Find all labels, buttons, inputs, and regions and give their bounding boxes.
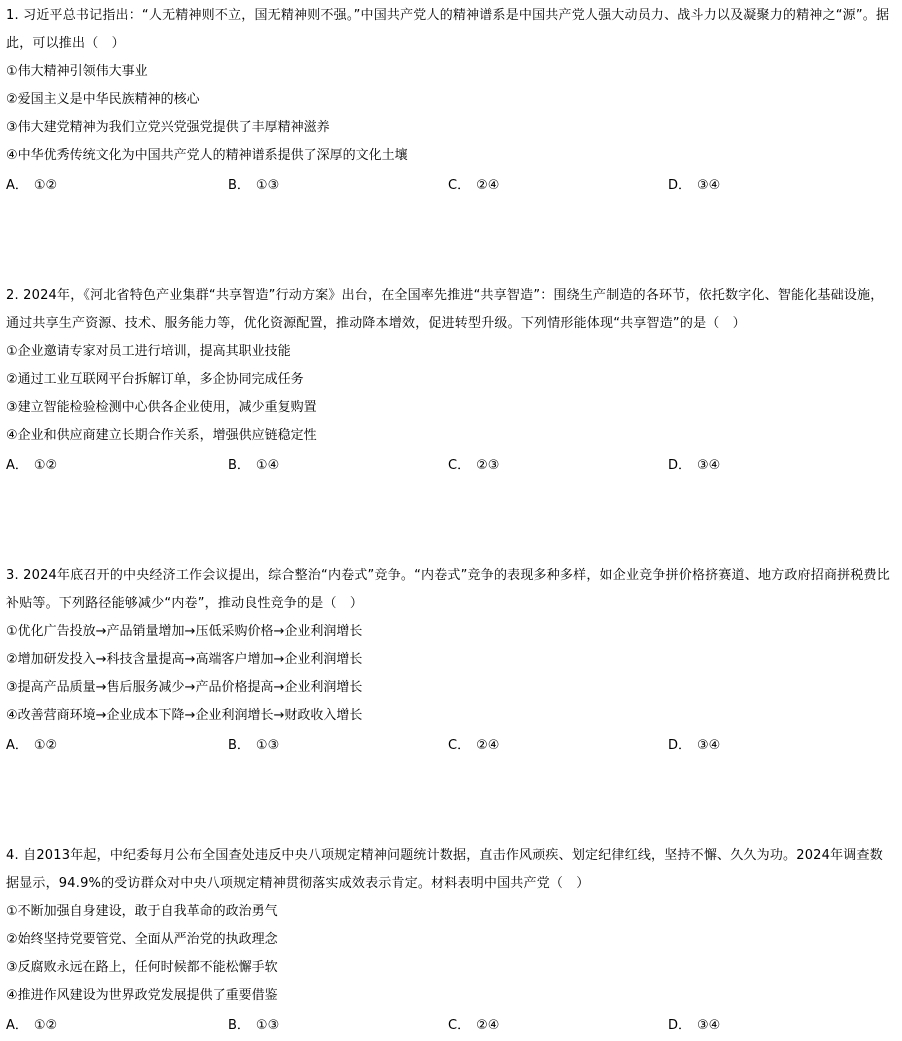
choice-text: ①② <box>33 1018 58 1033</box>
choice-letter: C． <box>448 178 471 193</box>
statement-1: ①伟大精神引领伟大事业 <box>6 64 148 79</box>
choice-a[interactable] <box>6 452 57 480</box>
statement-2: ②增加研发投入→科技含量提高→高端客户增加→企业利润增长 <box>6 652 363 667</box>
choice-text: ②④ <box>476 178 500 193</box>
choice-text: ③④ <box>697 458 721 473</box>
choice-letter: B． <box>228 1018 250 1033</box>
question-stem: 3. 2024年底召开的中央经济工作会议提出，综合整治“内卷式”竞争。“内卷式”竞争的表现多种多样，如企业竞争拼价格挤赛道、地方政府招商拼税费比补贴等。下列路径能够减少“内卷”，推动良性竞争的是（ ） <box>6 568 890 611</box>
choice-text: ①② <box>33 458 58 473</box>
choice-a[interactable] <box>6 732 57 760</box>
statement-4: ④推进作风建设为世界政党发展提供了重要借鉴 <box>6 988 278 1003</box>
choice-letter: A． <box>6 458 28 473</box>
question-3 <box>6 562 892 760</box>
choice-letter: B． <box>228 738 250 753</box>
choice-letter: C． <box>448 738 471 753</box>
choice-c[interactable] <box>448 452 499 480</box>
choice-text: ①③ <box>255 178 280 193</box>
choice-text: ②④ <box>476 738 500 753</box>
answer-choices <box>6 452 892 480</box>
choice-b[interactable] <box>228 172 279 200</box>
choice-text: ①② <box>33 178 58 193</box>
choice-letter: D． <box>668 1018 692 1033</box>
statement-2: ②爱国主义是中华民族精神的核心 <box>6 92 200 107</box>
statement-1: ①优化广告投放→产品销量增加→压低采购价格→企业利润增长 <box>6 624 363 639</box>
choice-letter: D． <box>668 738 692 753</box>
choice-text: ③④ <box>697 178 721 193</box>
statement-4: ④改善营商环境→企业成本下降→企业利润增长→财政收入增长 <box>6 708 363 723</box>
statement-3: ③建立智能检验检测中心供各企业使用，减少重复购置 <box>6 400 317 415</box>
choice-text: ②③ <box>476 458 500 473</box>
choice-b[interactable] <box>228 1012 279 1040</box>
statement-3: ③反腐败永远在路上，任何时候都不能松懈手软 <box>6 960 278 975</box>
choice-letter: D． <box>668 178 692 193</box>
choice-letter: B． <box>228 178 250 193</box>
choice-letter: A． <box>6 178 28 193</box>
choice-text: ①④ <box>255 458 280 473</box>
statement-2: ②始终坚持党要管党、全面从严治党的执政理念 <box>6 932 278 947</box>
choice-c[interactable] <box>448 1012 499 1040</box>
question-stem: 2. 2024年，《河北省特色产业集群“共享智造”行动方案》出台，在全国率先推进“共享智造”：围绕生产制造的各环节，依托数字化、智能化基础设施，通过共享生产资源、技术、服务能力等，优化资源配置，推动降本增效，促进转型升级。下列情形能体现“共享智造”的是（ ） <box>6 288 884 331</box>
answer-choices <box>6 172 892 200</box>
answer-choices <box>6 1012 892 1040</box>
question-stem: 4. 自2013年起，中纪委每月公布全国查处违反中央八项规定精神问题统计数据，直击作风顽疾、划定纪律红线，坚持不懈、久久为功。2024年调查数据显示，94.9%的受访群众对中央八项规定精神贯彻落实成效表示肯定。材料表明中国共产党（ ） <box>6 848 883 891</box>
statement-4: ④企业和供应商建立长期合作关系，增强供应链稳定性 <box>6 428 317 443</box>
choice-c[interactable] <box>448 172 499 200</box>
choice-letter: D． <box>668 458 692 473</box>
choice-letter: C． <box>448 458 471 473</box>
statement-2: ②通过工业互联网平台拆解订单，多企协同完成任务 <box>6 372 304 387</box>
question-stem: 1. 习近平总书记指出：“人无精神则不立，国无精神则不强。”中国共产党人的精神谱系是中国共产党人强大动员力、战斗力以及凝聚力的精神之“源”。据此，可以推出（ ） <box>6 8 890 51</box>
choice-d[interactable] <box>668 452 720 480</box>
choice-letter: A． <box>6 1018 28 1033</box>
choice-text: ①③ <box>255 738 280 753</box>
question-1 <box>6 2 892 200</box>
choice-d[interactable] <box>668 1012 720 1040</box>
choice-letter: B． <box>228 458 250 473</box>
choice-text: ③④ <box>697 1018 721 1033</box>
choice-letter: C． <box>448 1018 471 1033</box>
statement-3: ③提高产品质量→售后服务减少→产品价格提高→企业利润增长 <box>6 680 363 695</box>
choice-d[interactable] <box>668 172 720 200</box>
question-2 <box>6 282 892 480</box>
choice-letter: A． <box>6 738 28 753</box>
answer-choices <box>6 732 892 760</box>
choice-text: ①③ <box>255 1018 280 1033</box>
choice-text: ①② <box>33 738 58 753</box>
statement-1: ①企业邀请专家对员工进行培训，提高其职业技能 <box>6 344 291 359</box>
choice-a[interactable] <box>6 172 57 200</box>
statement-4: ④中华优秀传统文化为中国共产党人的精神谱系提供了深厚的文化土壤 <box>6 148 408 163</box>
statement-3: ③伟大建党精神为我们立党兴党强党提供了丰厚精神滋养 <box>6 120 330 135</box>
choice-b[interactable] <box>228 732 279 760</box>
choice-c[interactable] <box>448 732 499 760</box>
choice-text: ③④ <box>697 738 721 753</box>
choice-b[interactable] <box>228 452 279 480</box>
statement-1: ①不断加强自身建设，敢于自我革命的政治勇气 <box>6 904 278 919</box>
choice-d[interactable] <box>668 732 720 760</box>
question-4 <box>6 842 892 1040</box>
choice-a[interactable] <box>6 1012 57 1040</box>
choice-text: ②④ <box>476 1018 500 1033</box>
